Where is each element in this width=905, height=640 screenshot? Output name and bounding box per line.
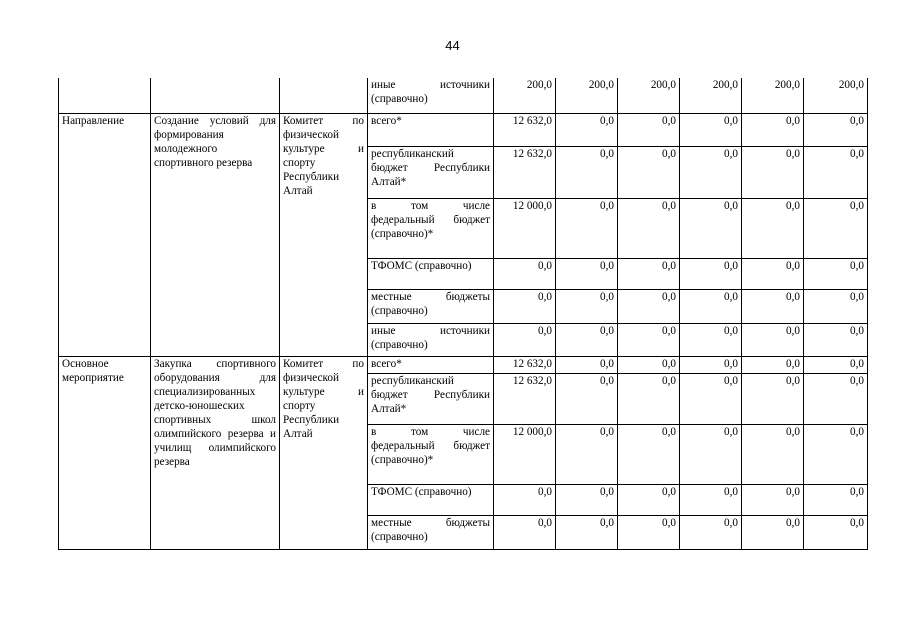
source-cell: всего* (368, 356, 494, 373)
value-cell: 0,0 (742, 356, 804, 373)
value-cell: 0,0 (556, 424, 618, 484)
value-cell: 12 632,0 (494, 146, 556, 198)
value-cell: 0,0 (804, 323, 868, 356)
table-row (59, 113, 868, 146)
section-title: Закупка спортивного оборудования для специализированных детско-юношеских спортивных школ олимпийского резерва и училищ олимпийского резерва (151, 356, 280, 549)
section-kind: Направление (59, 113, 151, 356)
executor-cell (280, 78, 368, 113)
source-cell: в том числе федеральный бюджет (справочно)* (368, 198, 494, 258)
value-cell: 0,0 (494, 323, 556, 356)
section-title: Создание условий для формирования молодежного спортивного резерва (151, 113, 280, 356)
value-cell: 0,0 (618, 356, 680, 373)
section-executor: Комитет по физической культуре и спорту Республики Алтай (280, 356, 368, 549)
source-cell: местные бюджеты (справочно) (368, 515, 494, 549)
value-cell: 0,0 (494, 289, 556, 323)
value-cell: 0,0 (680, 356, 742, 373)
value-cell: 200,0 (494, 78, 556, 113)
source-cell: всего* (368, 113, 494, 146)
value-cell: 0,0 (618, 258, 680, 289)
section-kind: Основное мероприятие (59, 356, 151, 549)
value-cell: 12 632,0 (494, 113, 556, 146)
value-cell: 0,0 (804, 289, 868, 323)
value-cell: 0,0 (680, 424, 742, 484)
value-cell: 0,0 (680, 323, 742, 356)
value-cell: 0,0 (556, 356, 618, 373)
kind-cell (59, 78, 151, 113)
value-cell: 0,0 (742, 323, 804, 356)
value-cell: 0,0 (494, 258, 556, 289)
value-cell: 0,0 (742, 373, 804, 424)
value-cell: 0,0 (804, 113, 868, 146)
value-cell: 0,0 (556, 484, 618, 515)
value-cell: 0,0 (556, 515, 618, 549)
table-row (59, 78, 868, 113)
source-cell: иные источники (справочно) (368, 323, 494, 356)
section-executor: Комитет по физической культуре и спорту Республики Алтай (280, 113, 368, 356)
value-cell: 0,0 (680, 515, 742, 549)
value-cell: 200,0 (680, 78, 742, 113)
value-cell: 0,0 (680, 289, 742, 323)
title-cell (151, 78, 280, 113)
value-cell: 0,0 (804, 515, 868, 549)
value-cell: 0,0 (804, 198, 868, 258)
source-cell: республиканский бюджет Республики Алтай* (368, 146, 494, 198)
value-cell: 12 632,0 (494, 373, 556, 424)
value-cell: 0,0 (556, 373, 618, 424)
value-cell: 0,0 (618, 198, 680, 258)
value-cell: 0,0 (742, 484, 804, 515)
value-cell: 0,0 (556, 146, 618, 198)
value-cell: 0,0 (618, 373, 680, 424)
value-cell: 0,0 (804, 258, 868, 289)
value-cell: 0,0 (494, 484, 556, 515)
value-cell: 12 632,0 (494, 356, 556, 373)
value-cell: 0,0 (742, 258, 804, 289)
value-cell: 0,0 (742, 515, 804, 549)
value-cell: 200,0 (742, 78, 804, 113)
value-cell: 0,0 (680, 484, 742, 515)
value-cell: 0,0 (618, 146, 680, 198)
value-cell: 0,0 (804, 373, 868, 424)
table-row (59, 356, 868, 373)
value-cell: 0,0 (618, 289, 680, 323)
source-cell: местные бюджеты (справочно) (368, 289, 494, 323)
value-cell: 12 000,0 (494, 198, 556, 258)
value-cell: 0,0 (556, 258, 618, 289)
value-cell: 0,0 (618, 515, 680, 549)
value-cell: 0,0 (618, 113, 680, 146)
value-cell: 200,0 (618, 78, 680, 113)
value-cell: 200,0 (556, 78, 618, 113)
value-cell: 0,0 (804, 146, 868, 198)
value-cell: 0,0 (804, 424, 868, 484)
value-cell: 0,0 (494, 515, 556, 549)
value-cell: 0,0 (618, 484, 680, 515)
value-cell: 0,0 (804, 356, 868, 373)
value-cell: 0,0 (680, 373, 742, 424)
value-cell: 0,0 (680, 113, 742, 146)
budget-table (58, 78, 868, 550)
page-number: 44 (445, 38, 460, 53)
value-cell: 0,0 (618, 323, 680, 356)
value-cell: 0,0 (556, 113, 618, 146)
source-cell: в том числе федеральный бюджет (справочно)* (368, 424, 494, 484)
source-cell: иные источники (справочно) (368, 78, 494, 113)
value-cell: 0,0 (742, 198, 804, 258)
value-cell: 0,0 (680, 258, 742, 289)
value-cell: 0,0 (556, 289, 618, 323)
value-cell: 0,0 (742, 146, 804, 198)
value-cell: 12 000,0 (494, 424, 556, 484)
value-cell: 0,0 (742, 424, 804, 484)
value-cell: 0,0 (680, 146, 742, 198)
value-cell: 0,0 (742, 113, 804, 146)
value-cell: 0,0 (804, 484, 868, 515)
source-cell: ТФОМС (справочно) (368, 258, 494, 289)
value-cell: 0,0 (618, 424, 680, 484)
value-cell: 0,0 (556, 323, 618, 356)
value-cell: 200,0 (804, 78, 868, 113)
source-cell: ТФОМС (справочно) (368, 484, 494, 515)
value-cell: 0,0 (680, 198, 742, 258)
value-cell: 0,0 (742, 289, 804, 323)
source-cell: республиканский бюджет Республики Алтай* (368, 373, 494, 424)
value-cell: 0,0 (556, 198, 618, 258)
